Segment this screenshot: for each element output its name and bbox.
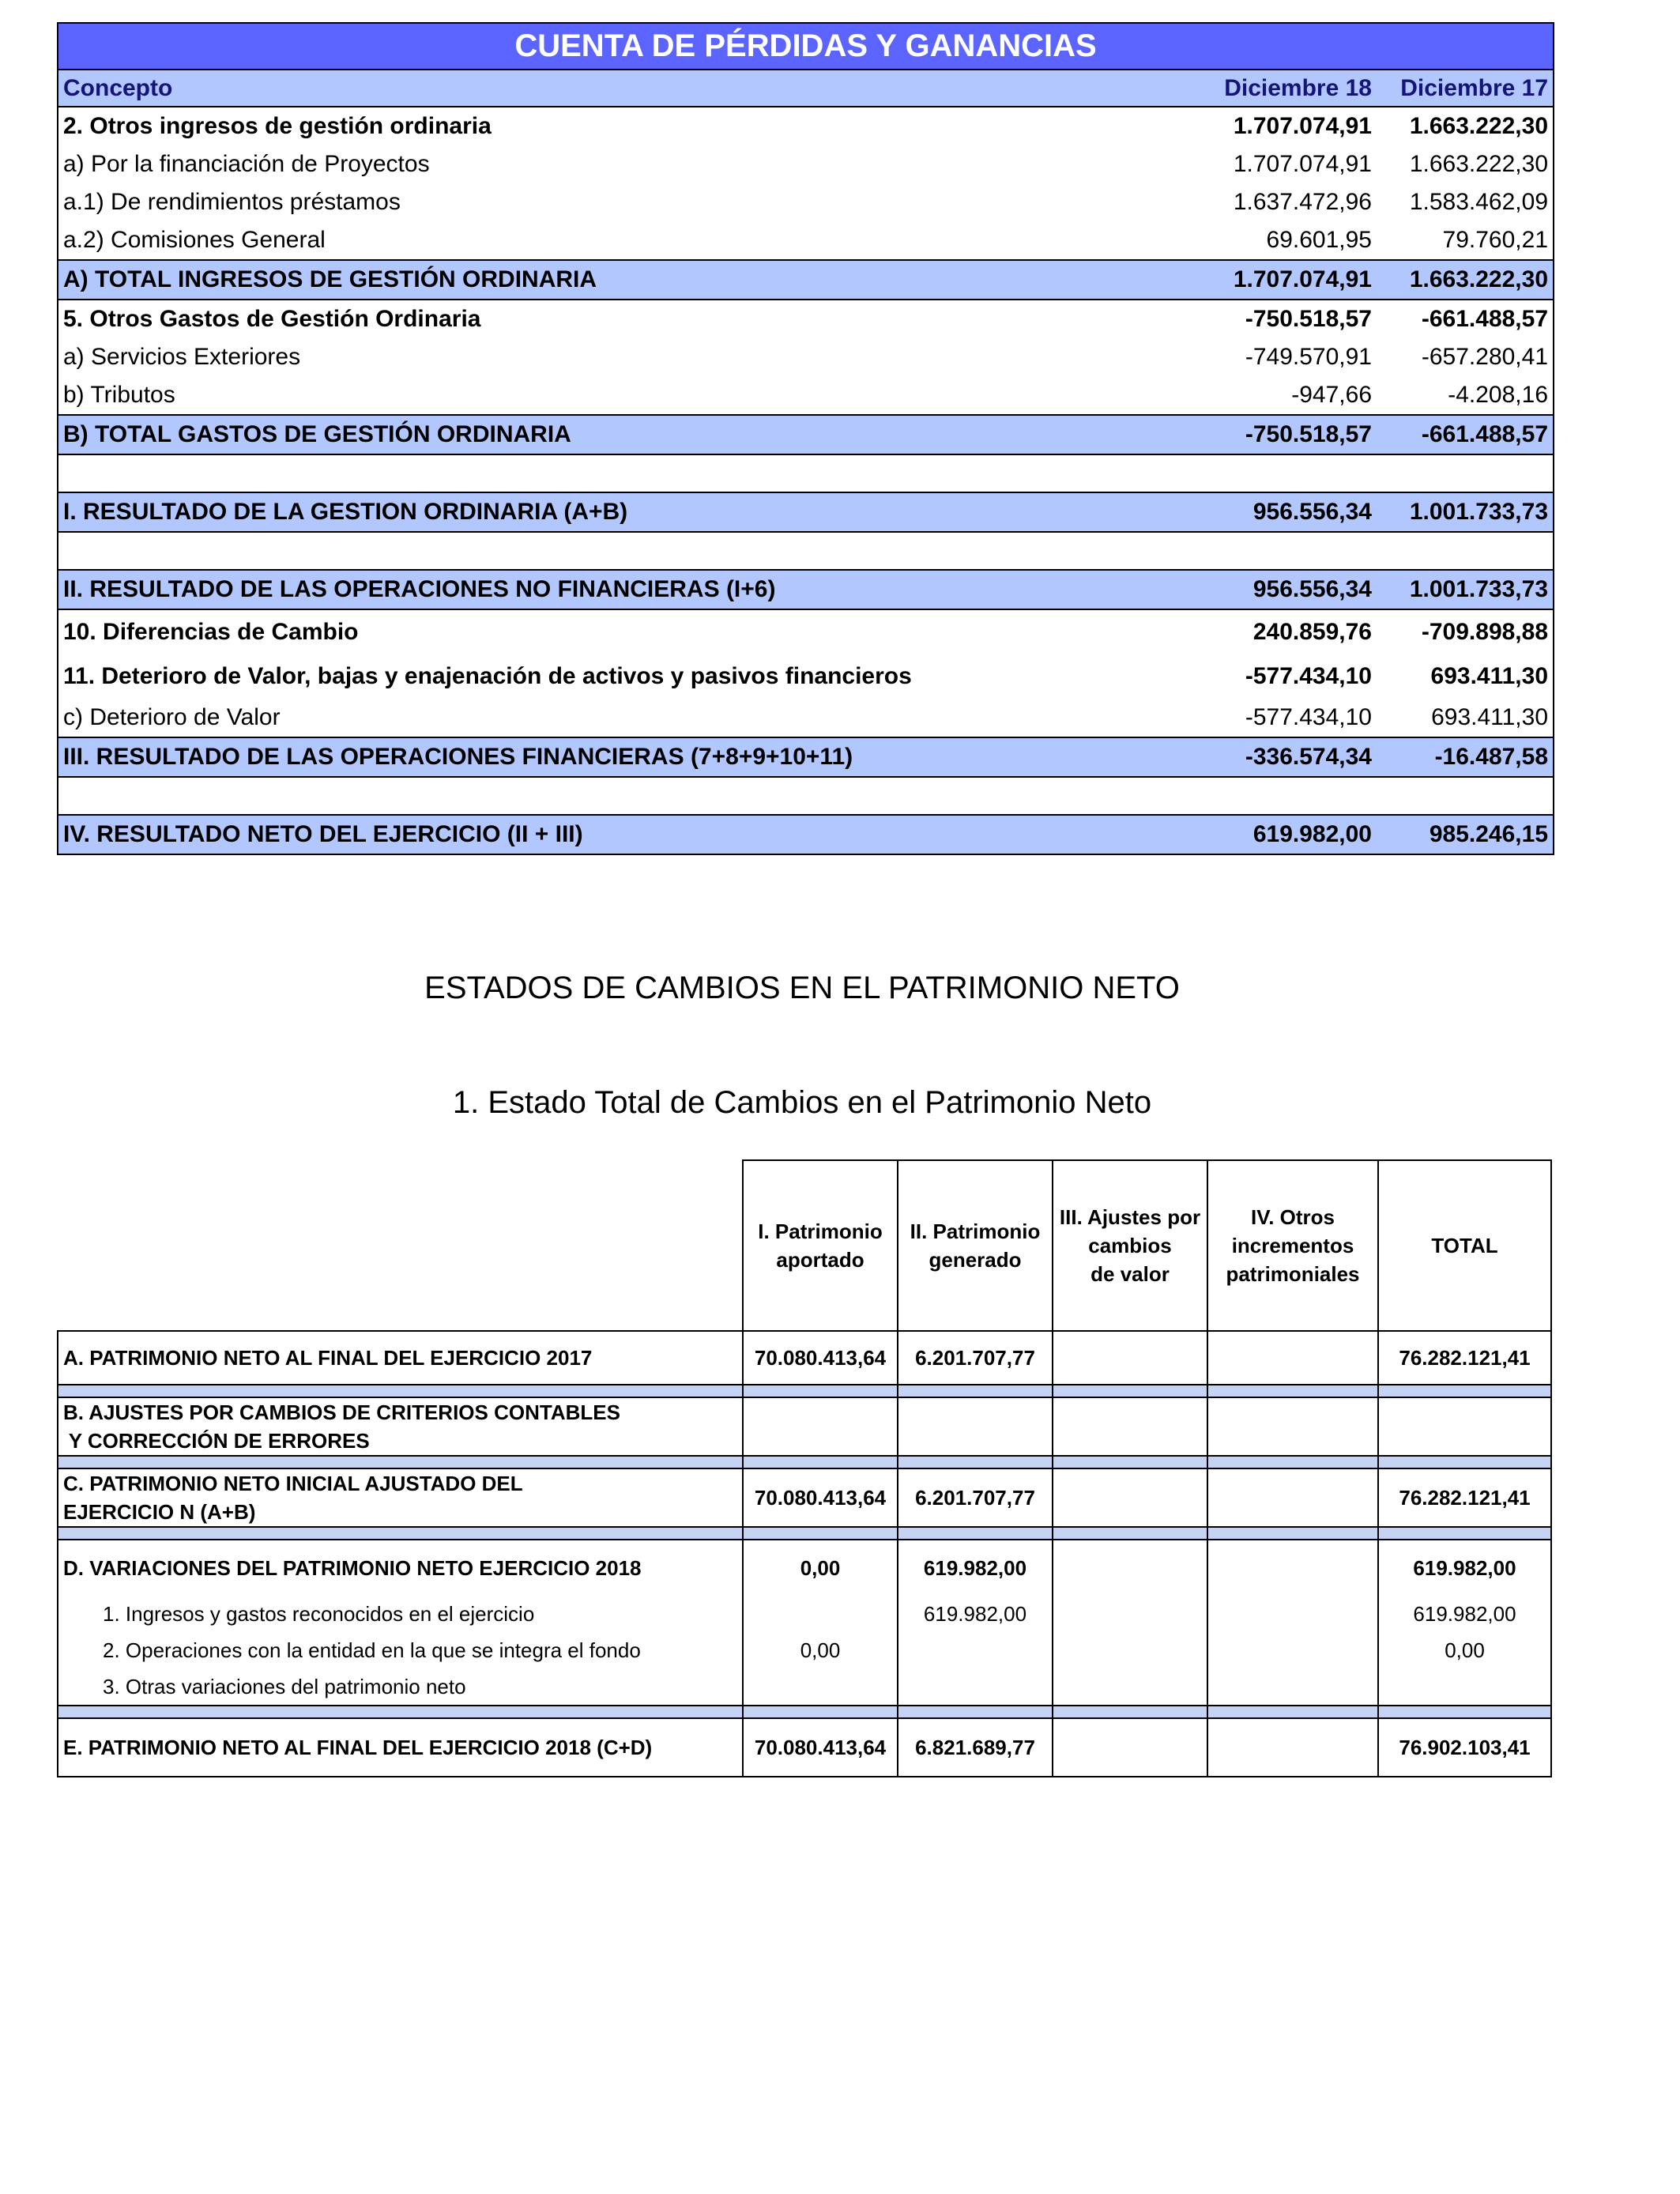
- row-concept: I. RESULTADO DE LA GESTION ORDINARIA (A+B): [58, 492, 1128, 532]
- row-dec18: -750.518,57: [1128, 415, 1377, 454]
- column-header-concepto: Concepto: [58, 70, 1128, 107]
- income-statement-title-row: [58, 23, 1554, 70]
- row-dec17: 1.663.222,30: [1377, 145, 1554, 183]
- row-dec17: -661.488,57: [1377, 300, 1554, 338]
- row-dec17: 693.411,30: [1377, 654, 1554, 699]
- row-dec17: 1.663.222,30: [1377, 107, 1554, 145]
- cell-aportado: 70.080.413,64: [743, 1718, 898, 1777]
- row-dec17: 1.001.733,73: [1377, 570, 1554, 609]
- row-dec17: 693.411,30: [1377, 699, 1554, 737]
- row-dec17: -709.898,88: [1377, 609, 1554, 654]
- row-dec18: 69.601,95: [1266, 227, 1372, 253]
- cell-generado: 619.982,00: [898, 1540, 1053, 1596]
- table-row: [58, 1540, 1551, 1596]
- table-row: [58, 145, 1554, 183]
- row-label: A. PATRIMONIO NETO AL FINAL DEL EJERCICIO 2017: [58, 1331, 743, 1385]
- row-dec17: 79.760,21: [1377, 221, 1554, 260]
- row-concept: a) Servicios Exteriores: [58, 338, 1128, 376]
- cell-aportado: 0,00: [743, 1632, 898, 1668]
- row-concept: IV. RESULTADO NETO DEL EJERCICIO (II + III): [58, 815, 1128, 854]
- cell-generado: 6.821.689,77: [898, 1718, 1053, 1777]
- row-dec18: -749.570,91: [1245, 344, 1372, 370]
- cell-total: 76.282.121,41: [1378, 1468, 1551, 1527]
- table-row: [58, 376, 1554, 415]
- total-row: [58, 737, 1554, 777]
- row-dec17: -657.280,41: [1377, 338, 1554, 376]
- row-dec18: -336.574,34: [1128, 737, 1377, 777]
- column-header-dic18: Diciembre 18: [1128, 70, 1377, 107]
- cell-total: 76.282.121,41: [1378, 1331, 1551, 1385]
- column-header-ajustes: III. Ajustes por cambios de valor: [1053, 1160, 1207, 1331]
- total-row: [58, 815, 1554, 854]
- cell-generado: 619.982,00: [898, 1596, 1053, 1632]
- row-dec17: 985.246,15: [1377, 815, 1554, 854]
- row-dec18: 956.556,34: [1128, 570, 1377, 609]
- table-row: [58, 221, 1554, 260]
- column-header-total: TOTAL: [1378, 1160, 1551, 1331]
- total-row: [58, 260, 1554, 300]
- cell-total: 76.902.103,41: [1378, 1718, 1551, 1777]
- section-subtitle: 1. Estado Total de Cambios en el Patrimonio Neto: [452, 1085, 1152, 1120]
- row-concept: 11. Deterioro de Valor, bajas y enajenación de activos y pasivos financieros: [58, 654, 1128, 699]
- blank-row: [58, 454, 1554, 492]
- table-row: [58, 1668, 1551, 1706]
- income-statement-table: [57, 22, 1554, 855]
- row-concept: b) Tributos: [58, 376, 1128, 415]
- row-dec18: 1.707.074,91: [1233, 113, 1372, 139]
- equity-changes-table: [57, 1159, 1552, 1777]
- income-statement-header-row: [58, 70, 1554, 107]
- total-row: [58, 570, 1554, 609]
- row-label: 2. Operaciones con la entidad en la que se integra el fondo: [58, 1632, 743, 1668]
- separator-row: [58, 1456, 1551, 1468]
- column-header-patrimonio-aportado: I. Patrimonio aportado: [743, 1160, 898, 1331]
- row-dec17: 1.583.462,09: [1377, 183, 1554, 221]
- row-concept: a.1) De rendimientos préstamos: [58, 183, 1128, 221]
- column-header-patrimonio-generado: II. Patrimonio generado: [898, 1160, 1053, 1331]
- row-dec17: 1.001.733,73: [1377, 492, 1554, 532]
- row-dec17: -4.208,16: [1377, 376, 1554, 415]
- table-row: [58, 338, 1554, 376]
- row-dec18: -947,66: [1291, 382, 1372, 408]
- row-dec17: -661.488,57: [1377, 415, 1554, 454]
- total-row: [58, 415, 1554, 454]
- row-dec18: -577.434,10: [1245, 663, 1372, 689]
- table-row: [58, 1468, 1551, 1527]
- row-dec18: -750.518,57: [1245, 306, 1372, 332]
- column-header-otros-incrementos: IV. Otros incrementos patrimoniales: [1207, 1160, 1378, 1331]
- row-concept: B) TOTAL GASTOS DE GESTIÓN ORDINARIA: [58, 415, 1128, 454]
- row-dec18: 1.637.472,96: [1233, 189, 1372, 215]
- row-dec17: -16.487,58: [1377, 737, 1554, 777]
- row-concept: II. RESULTADO DE LAS OPERACIONES NO FINANCIERAS (I+6): [58, 570, 1128, 609]
- cell-aportado: 70.080.413,64: [743, 1331, 898, 1385]
- cell-aportado: 70.080.413,64: [743, 1468, 898, 1527]
- table-row: [58, 654, 1554, 699]
- cell-total: 619.982,00: [1378, 1540, 1551, 1596]
- table-row: [58, 1397, 1551, 1456]
- table-row: [58, 1632, 1551, 1668]
- income-statement-title: CUENTA DE PÉRDIDAS Y GANANCIAS: [58, 23, 1554, 70]
- row-concept: 2. Otros ingresos de gestión ordinaria: [58, 107, 1128, 145]
- table-row: [58, 183, 1554, 221]
- row-concept: 10. Diferencias de Cambio: [58, 609, 1128, 654]
- row-label: E. PATRIMONIO NETO AL FINAL DEL EJERCICIO 2018 (C+D): [58, 1718, 743, 1777]
- cell-total: 619.982,00: [1378, 1596, 1551, 1632]
- table-row: [58, 1596, 1551, 1632]
- row-label: 3. Otras variaciones del patrimonio neto: [58, 1668, 743, 1706]
- row-dec18: 1.707.074,91: [1128, 260, 1377, 300]
- row-label: D. VARIACIONES DEL PATRIMONIO NETO EJERCICIO 2018: [58, 1540, 743, 1596]
- table-row: [58, 107, 1554, 145]
- section-title: ESTADOS DE CAMBIOS EN EL PATRIMONIO NETO: [424, 971, 1180, 1005]
- equity-header-row: [58, 1160, 1551, 1331]
- column-header-dic17: Diciembre 17: [1377, 70, 1554, 107]
- table-row: [58, 300, 1554, 338]
- separator-row: [58, 1706, 1551, 1718]
- table-row: [58, 1331, 1551, 1385]
- table-row: [58, 699, 1554, 737]
- row-dec18: 240.859,76: [1252, 619, 1372, 645]
- row-label: 1. Ingresos y gastos reconocidos en el ejercicio: [58, 1596, 743, 1632]
- row-label: C. PATRIMONIO NETO INICIAL AJUSTADO DEL EJERCICIO N (A+B): [58, 1468, 743, 1527]
- separator-row: [58, 1385, 1551, 1397]
- table-row: [58, 609, 1554, 654]
- row-dec17: 1.663.222,30: [1377, 260, 1554, 300]
- cell-generado: 6.201.707,77: [898, 1331, 1053, 1385]
- table-row: [58, 1718, 1551, 1777]
- cell-total: 0,00: [1378, 1632, 1551, 1668]
- total-row: [58, 492, 1554, 532]
- row-dec18: 956.556,34: [1128, 492, 1377, 532]
- blank-row: [58, 777, 1554, 815]
- row-concept: 5. Otros Gastos de Gestión Ordinaria: [58, 300, 1128, 338]
- row-concept: a) Por la financiación de Proyectos: [58, 145, 1128, 183]
- blank-row: [58, 532, 1554, 570]
- cell-generado: 6.201.707,77: [898, 1468, 1053, 1527]
- row-dec18: 619.982,00: [1128, 815, 1377, 854]
- row-concept: III. RESULTADO DE LAS OPERACIONES FINANCIERAS (7+8+9+10+11): [58, 737, 1128, 777]
- cell-aportado: 0,00: [743, 1540, 898, 1596]
- separator-row: [58, 1527, 1551, 1540]
- row-concept: a.2) Comisiones General: [58, 221, 1128, 260]
- row-concept: c) Deterioro de Valor: [58, 699, 1128, 737]
- row-dec18: 1.707.074,91: [1233, 151, 1372, 177]
- row-concept: A) TOTAL INGRESOS DE GESTIÓN ORDINARIA: [58, 260, 1128, 300]
- row-label: B. AJUSTES POR CAMBIOS DE CRITERIOS CONTABLES Y CORRECCIÓN DE ERRORES: [58, 1397, 743, 1456]
- row-dec18: -577.434,10: [1245, 704, 1372, 730]
